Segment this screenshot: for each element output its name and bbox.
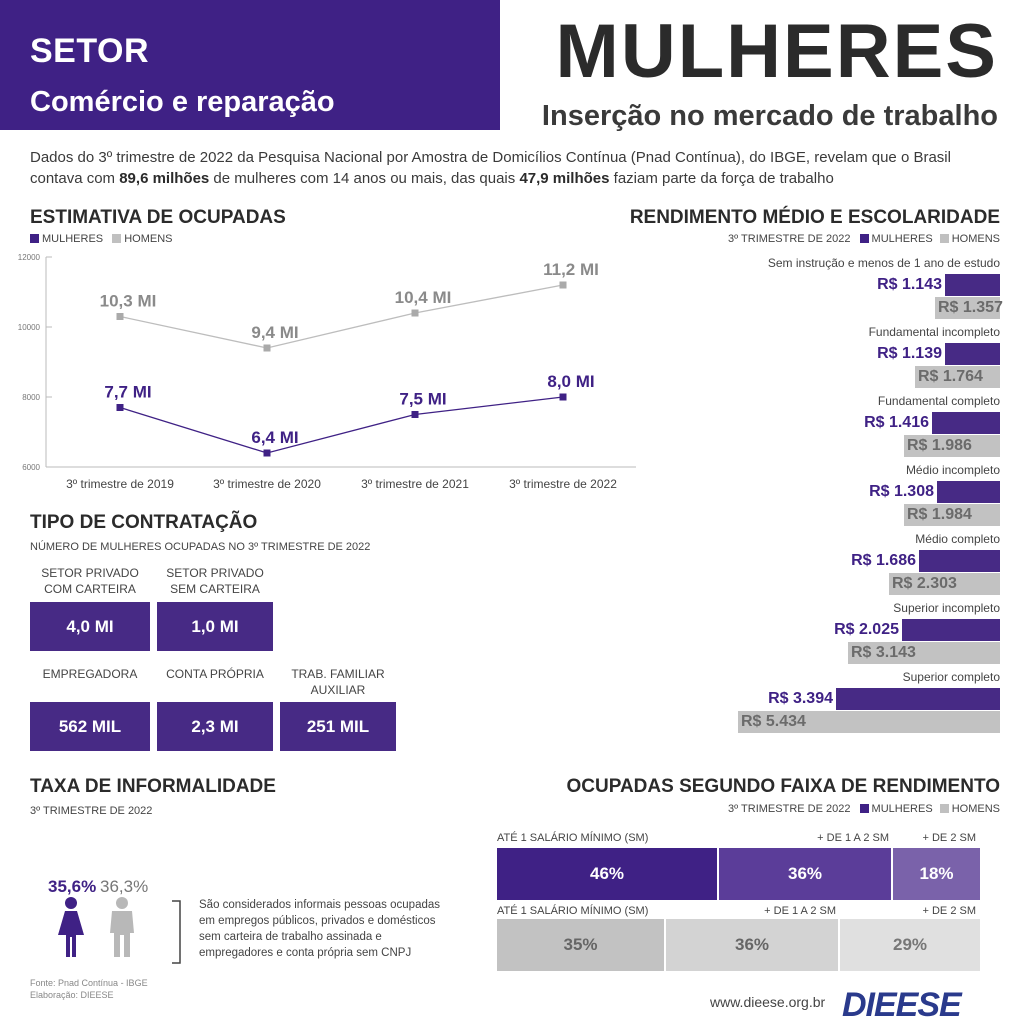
rendimento-category-label: Superior completo [902, 670, 1000, 684]
ocupadas-legend [30, 233, 172, 245]
ct-label-privado-sem: SETOR PRIVADO SEM CARTEIRA [166, 566, 264, 596]
men-faixa-label: ATÉ 1 SALÁRIO MÍNIMO (SM) [497, 905, 649, 917]
men-faixa-segment: 29% [840, 919, 980, 971]
women-faixa-label: ATÉ 1 SALÁRIO MÍNIMO (SM) [497, 832, 649, 844]
rendimento-category-label: Médio completo [915, 532, 1000, 546]
men-data-point [264, 345, 271, 352]
informalidade-women-value: 35,6% [48, 877, 97, 896]
informalidade-title: TAXA DE INFORMALIDADE [30, 776, 276, 797]
women-faixa-segment: 18% [893, 848, 980, 900]
men-income-value: R$ 1.764 [918, 368, 983, 385]
rendimento-category-label: Superior incompleto [893, 601, 1000, 615]
rendimento-category-label: Médio incompleto [905, 463, 1000, 477]
footer-elaboration: Elaboração: DIEESE [30, 990, 114, 1000]
ocupadas-line-chart [0, 245, 650, 495]
x-tick-label: 3º trimestre de 2021 [361, 477, 469, 491]
ct-box-privado-sem: 1,0 MI [157, 602, 273, 651]
women-income-bar [902, 619, 1000, 641]
women-faixa-label: + DE 2 SM [922, 832, 976, 844]
women-series-line [120, 397, 563, 453]
intro-text: Dados do 3º trimestre de 2022 da Pesquisa Nacional por Amostra de Domicílios Contínua (Pnad Contínua), do IBGE, revelam que o Brasil contava com 89,6 milhões de mulheres com 14 anos ou mais, das quais 47,9 milhões faziam parte da força de trabalho [30, 149, 951, 187]
women-income-value: R$ 1.308 [869, 483, 934, 500]
ocupadas-title: ESTIMATIVA DE OCUPADAS [30, 207, 286, 228]
legend-women-label: MULHERES [42, 233, 104, 245]
setor-name: Comércio e reparação [30, 86, 335, 118]
men-data-label: 9,4 MI [251, 323, 299, 342]
women-income-bar [945, 343, 1000, 365]
ct-label-familiar: TRAB. FAMILIAR AUXILIAR [291, 667, 385, 697]
page-subtitle: Inserção no mercado de trabalho [541, 100, 998, 132]
men-faixa-segment: 36% [666, 919, 838, 971]
women-faixa-segment: 36% [719, 848, 891, 900]
women-income-bar [937, 481, 1000, 503]
contratacao-subtitle: NÚMERO DE MULHERES OCUPADAS NO 3º TRIMESTRE DE 2022 [30, 541, 371, 553]
men-income-value: R$ 1.357 [938, 299, 1003, 316]
women-income-value: R$ 1.143 [877, 276, 942, 293]
women-income-value: R$ 2.025 [834, 621, 899, 638]
ct-box-familiar: 251 MIL [280, 702, 396, 751]
women-data-label: 8,0 MI [547, 372, 595, 391]
men-income-value: R$ 2.303 [892, 575, 957, 592]
informalidade-note: São considerados informais pessoas ocupadas em empregos públicos, privados e domésticos sem carteira de trabalho assinada e empregadores e conta própria sem CNPJ [199, 899, 441, 959]
women-income-bar [945, 274, 1000, 296]
footer-url[interactable]: www.dieese.org.br [710, 994, 826, 1010]
informalidade-subtitle: 3º TRIMESTRE DE 2022 [30, 805, 153, 817]
men-data-point [560, 282, 567, 289]
dieese-logo: DIEESE [842, 986, 961, 1024]
men-data-label: 10,4 MI [394, 288, 452, 307]
women-income-value: R$ 1.416 [864, 414, 929, 431]
women-data-point [264, 450, 271, 457]
men-data-label: 10,3 MI [99, 291, 157, 311]
rendimento-period: 3º TRIMESTRE DE 2022 [728, 233, 851, 245]
ct-box-privado-com: 4,0 MI [30, 602, 150, 651]
setor-label: SETOR [30, 32, 150, 70]
man-icon [108, 897, 136, 959]
y-tick-label: 10000 [17, 323, 40, 332]
y-tick-label: 12000 [17, 253, 40, 262]
women-data-label: 7,7 MI [104, 382, 152, 402]
page-title: MULHERES [555, 9, 998, 94]
x-tick-label: 3º trimestre de 2022 [509, 477, 617, 491]
rendimento-legend-women-label: MULHERES [871, 233, 933, 245]
rendimento-category-label: Fundamental incompleto [868, 325, 1000, 339]
ct-label-conta-propria: CONTA PRÓPRIA [166, 667, 264, 681]
ct-label-privado-com: SETOR PRIVADO COM CARTEIRA [41, 566, 139, 596]
rendimento-category-label: Sem instrução e menos de 1 ano de estudo [767, 256, 1000, 270]
women-faixa-segment: 46% [497, 848, 717, 900]
men-series-line [120, 285, 563, 348]
rendimento-category-label: Fundamental completo [877, 394, 1000, 408]
note-bracket [170, 900, 184, 964]
faixa-legend-women-swatch [860, 804, 869, 813]
men-income-value: R$ 5.434 [741, 713, 806, 730]
contratacao-title: TIPO DE CONTRATAÇÃO [30, 512, 258, 533]
men-income-value: R$ 1.986 [907, 437, 972, 454]
faixa-period: 3º TRIMESTRE DE 2022 [728, 803, 851, 815]
women-income-bar [919, 550, 1000, 572]
informalidade-men-value: 36,3% [100, 877, 149, 896]
rendimento-legend-women-swatch [860, 234, 869, 243]
women-data-point [412, 411, 419, 418]
footer-source: Fonte: Pnad Contínua - IBGE [30, 978, 148, 988]
legend-women-swatch [30, 234, 39, 243]
rendimento-legend-men-swatch [940, 234, 949, 243]
women-data-label: 6,4 MI [251, 428, 299, 447]
men-faixa-label: + DE 2 SM [922, 905, 976, 917]
men-income-value: R$ 1.984 [907, 506, 972, 523]
faixa-legend-women-label: MULHERES [871, 803, 933, 815]
women-income-value: R$ 1.139 [877, 345, 942, 362]
faixa-title: OCUPADAS SEGUNDO FAIXA DE RENDIMENTO [566, 776, 1000, 797]
men-data-point [412, 310, 419, 317]
faixa-legend-men-label: HOMENS [951, 803, 1000, 815]
women-data-label: 7,5 MI [399, 389, 447, 409]
rendimento-title: RENDIMENTO MÉDIO E ESCOLARIDADE [629, 207, 1000, 228]
ct-box-conta-propria: 2,3 MI [157, 702, 273, 751]
women-data-point [560, 394, 567, 401]
women-data-point [117, 404, 124, 411]
legend-men-swatch [112, 234, 121, 243]
women-income-bar [836, 688, 1000, 710]
ct-label-empregadora: EMPREGADORA [42, 667, 138, 681]
faixa-legend [728, 803, 1000, 815]
rendimento-legend-men-label: HOMENS [951, 233, 1000, 245]
men-faixa-label: + DE 1 A 2 SM [764, 905, 836, 917]
legend-men-label: HOMENS [124, 233, 173, 245]
women-income-value: R$ 3.394 [768, 690, 833, 707]
men-faixa-segment: 35% [497, 919, 664, 971]
women-income-bar [932, 412, 1000, 434]
x-tick-label: 3º trimestre de 2020 [213, 477, 321, 491]
men-data-label: 11,2 MI [543, 260, 599, 279]
rendimento-legend [728, 233, 1000, 245]
ct-box-empregadora: 562 MIL [30, 702, 150, 751]
men-income-value: R$ 3.143 [851, 644, 916, 661]
woman-icon [56, 897, 86, 959]
y-tick-label: 6000 [22, 463, 40, 472]
faixa-legend-men-swatch [940, 804, 949, 813]
women-income-value: R$ 1.686 [851, 552, 916, 569]
women-faixa-label: + DE 1 A 2 SM [817, 832, 889, 844]
x-tick-label: 3º trimestre de 2019 [66, 477, 174, 491]
y-tick-label: 8000 [22, 393, 40, 402]
men-data-point [117, 313, 124, 320]
